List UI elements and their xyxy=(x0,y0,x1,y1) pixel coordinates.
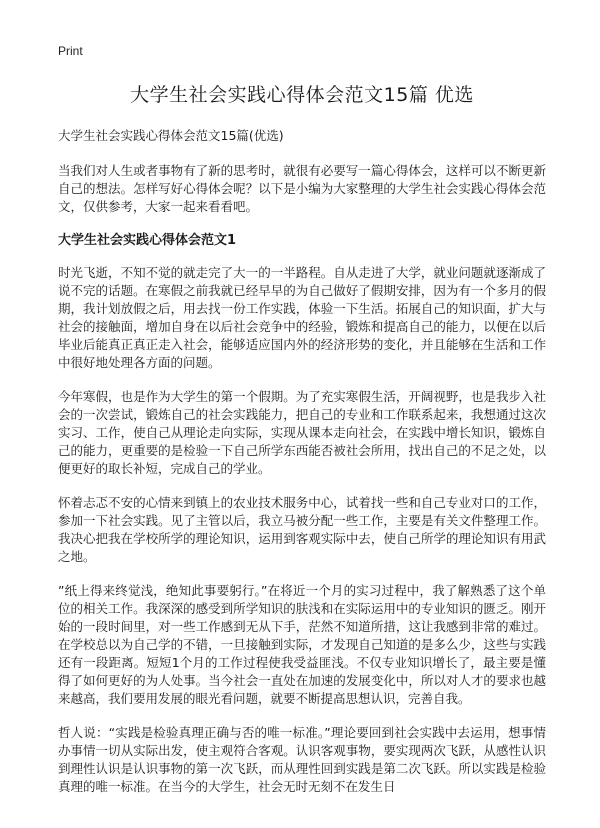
document-title: 大学生社会实践心得体会范文15篇 优选 xyxy=(130,84,474,106)
section-heading: 大学生社会实践心得体会范文1 xyxy=(58,233,237,248)
document-page xyxy=(58,44,546,812)
intro-paragraph: 当我们对人生或者事物有了新的思考时，就很有必要写一篇心得体会，这样可以不断更新自己的想法。怎样写好心得体会呢？以下是小编为大家整理的大学生社会实践心得体会范文，仅供参考，大家一起来看看吧。 xyxy=(58,163,546,214)
document-subtitle: 大学生社会实践心得体会范文15篇(优选) xyxy=(58,128,284,143)
body-paragraph: 哲人说：“实践是检验真理正确与否的唯一标准。”理论要回到社会实践中去运用，想事情办事情一切从实际出发，使主观符合客观。认识客观事物，要实现两次飞跃，从感性认识到理性认识是认识事物的第一次飞跃，而从理性回到实践是第二次飞跃。所以实践是检验真理的唯一标准。在当今的大学生，社会无时无刻不在发生日 xyxy=(58,725,546,794)
body-paragraph: 怀着忐忑不安的心情来到镇上的农业技术服务中心，试着找一些和自己专业对口的工作，参加一下社会实践。见了主管以后，我立马被分配一些工作，主要是有关文件整理工作。我决心把我在学校所学的理论知识，运用到客观实际中去，使自己所学的理论知识有用武之地。 xyxy=(58,495,546,564)
print-link[interactable]: Print xyxy=(58,44,83,58)
body-paragraph: 今年寒假，也是作为大学生的第一个假期。为了充实寒假生活，开阔视野，也是我步入社会的一次尝试，锻炼自己的社会实践能力，把自己的专业和工作联系起来，我想通过这次实习、工作，使自己从理论走向实际，实现从课本走向社会，在实践中增长知识，锻炼自己的能力，更重要的是检验一下自己所学东西能否被社会所用，找出自己的不足之处，以便更好的取长补短，完成自己的学业。 xyxy=(58,389,546,476)
body-paragraph: 时光飞逝，不知不觉的就走完了大一的一半路程。自从走进了大学，就业问题就逐渐成了说不完的话题。在寒假之前我就已经早早的为自己做好了假期安排，因为有一个多月的假期，我计划放假之后，用去找一份工作实践，体验一下生活。拓展自己的知识面，扩大与社会的接触面，增加自身在以后社会竞争中的经验，锻炼和提高自己的能力，以便在以后毕业后能真正真正走入社会，能够适应国内外的经济形势的变化，并且能够在生活和工作中很好地处理各方面的问题。 xyxy=(58,265,546,370)
body-paragraph: ”纸上得来终觉浅，绝知此事要躬行。”在将近一个月的实习过程中，我了解熟悉了这个单位的相关工作。我深深的感受到所学知识的肤浅和在实际运用中的专业知识的匮乏。刚开始的一段时间里，对一些工作感到无从下手，茫然不知道所措，这让我感到非常的难过。在学校总以为自己学的不错，一旦接触到实际，才发现自己知道的是多么少，这些与实践还有一段距离。短短1个月的工作过程使我受益匪浅。不仅专业知识增长了，最主要是懂得了如何更好的为人处事。当今社会一直处在加速的发展变化中，所以对人才的要求也越来越高，我们要用发展的眼光看问题，就要不断提高思想认识，完善自我。 xyxy=(58,583,546,706)
